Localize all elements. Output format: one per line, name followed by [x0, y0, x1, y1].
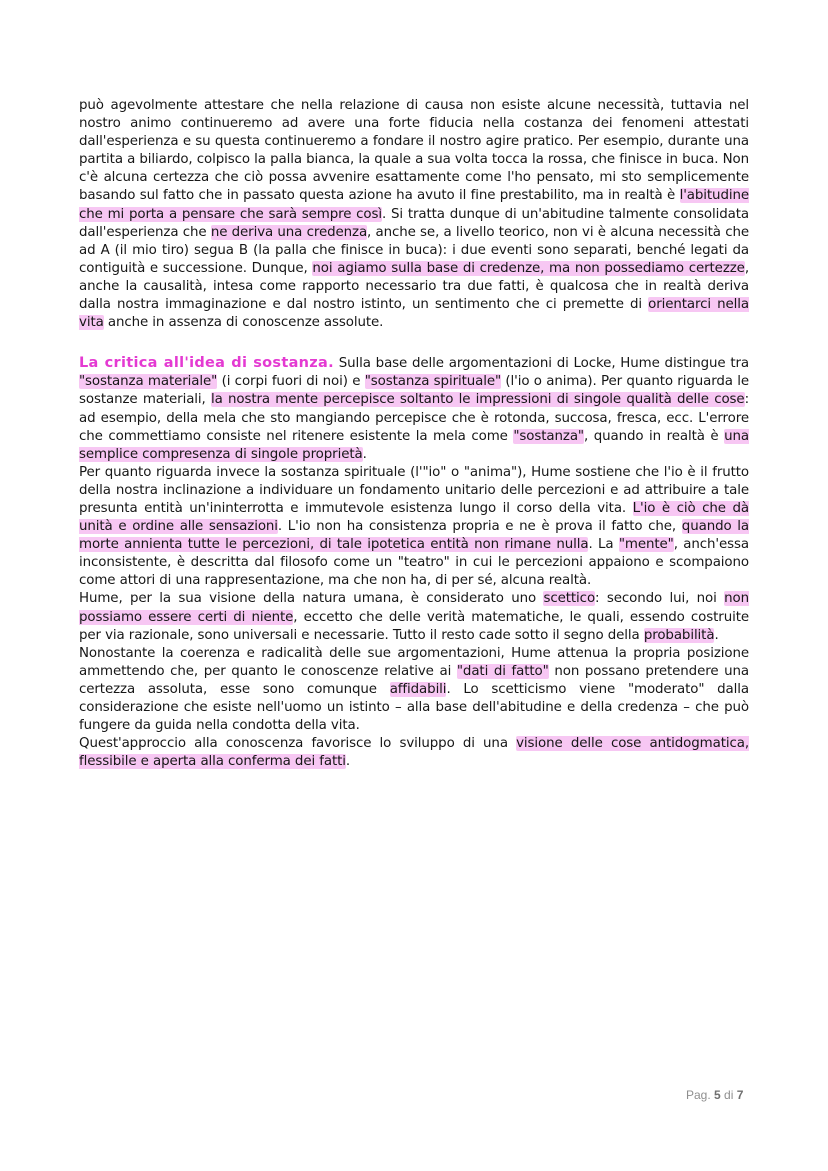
total-pages: 7	[736, 1088, 744, 1102]
highlight: una semplice compresenza di singole proprietà	[79, 428, 749, 462]
highlight: ne deriva una credenza	[210, 224, 368, 240]
highlight: scettico	[543, 591, 596, 607]
highlight: orientarci nella vita	[79, 297, 749, 331]
paragraph-substance	[79, 354, 749, 464]
highlight: non possiamo essere certi di niente	[79, 591, 750, 625]
current-page: 5	[714, 1088, 721, 1102]
paragraph-moderate-skepticism	[79, 645, 749, 735]
text-segment: (i corpi fuori di noi) e	[217, 374, 365, 390]
text-segment: , quando in realtà è	[584, 428, 725, 444]
text-segment: Quest'approccio alla conoscenza favorisce lo sviluppo di una	[79, 736, 517, 752]
highlight: la nostra mente percepisce soltanto le impressioni di singole qualità delle cose	[210, 392, 745, 408]
text-segment: non possano pretendere una certezza assoluta, esse sono comunque	[79, 663, 750, 697]
section-title: La critica all'idea di sostanza.	[79, 355, 334, 372]
text-segment: Nonostante la coerenza e radicalità delle sue argomentazioni, Hume attenua la propria posizione ammettendo che, per quanto le conoscenze relative ai	[79, 645, 749, 679]
highlight: quando la morte annienta tutte le percezioni, di tale ipotetica entità non rimane nulla	[79, 519, 749, 553]
text-segment: (l'io o anima). Per quanto riguarda le sostanze materiali,	[79, 374, 750, 408]
paragraph-conclusion	[79, 735, 749, 771]
text-segment: , anche la causalità, intesa come rapporto necessario tra due fatti, è qualcosa che in realtà deriva dalla nostra immaginazione e dal nostro istinto, un sentimento che ci premette di	[79, 260, 749, 313]
highlight: "mente"	[618, 537, 674, 553]
text-segment: , anch'essa inconsistente, è descritta dal filosofo come un "teatro" in cui le percezioni appaiono e scompaiono come attori di una rappresentazione, ma che non ha, di per sé, alcuna realtà.	[79, 537, 750, 589]
paragraph-gap	[79, 332, 749, 354]
paragraph-spiritual-substance	[79, 464, 749, 591]
highlight: probabilità	[643, 627, 715, 643]
text-segment: , eccetto che delle verità matematiche, le quali, essendo costruite per via razionale, sono universali e necessarie. Tutto il resto cade sotto il segno della	[79, 609, 749, 643]
text-segment: : secondo lui, noi	[595, 591, 725, 607]
text-segment: Per quanto riguarda invece la sostanza spirituale (l'"io" o "anima"), Hume sostiene che l'io è il frutto della nostra inclinazione a individuare un fondamento unitario delle percezioni e ad attribuire a tale presunta entità un'ininterrotta e immutevole esistenza lungo il corso della vita.	[79, 464, 749, 516]
text-segment: . L'io non ha consistenza propria e ne è prova il fatto che,	[277, 519, 682, 535]
text-segment: anche in assenza di conoscenze assolute.	[103, 315, 384, 331]
text-segment: .	[362, 446, 367, 462]
text-segment: . La	[588, 537, 619, 553]
highlight: l'abitudine che mi porta a pensare che sarà sempre così	[79, 188, 749, 222]
page-prefix: Pag.	[686, 1088, 715, 1102]
page-number	[686, 1088, 743, 1102]
page-separator: di	[720, 1088, 737, 1102]
text-segment: Hume, per la sua visione della natura umana, è considerato uno	[79, 591, 544, 607]
highlight: "sostanza materiale"	[79, 374, 218, 390]
highlight: L'io è ciò che dà unità e ordine alle sensazioni	[79, 500, 750, 535]
highlight: visione delle cose antidogmatica, flessibile e aperta alla conferma dei fatti	[79, 736, 749, 770]
text-segment: .	[714, 627, 719, 643]
highlight: "sostanza"	[513, 428, 584, 444]
text-segment: . Si tratta dunque di un'abitudine talmente consolidata dall'esperienza che	[79, 206, 750, 240]
page-body	[79, 97, 749, 771]
highlight: affidabili	[389, 681, 447, 697]
paragraph-skepticism	[79, 590, 749, 644]
text-segment: : ad esempio, della mela che sto mangiando percepisce che è rotonda, succosa, fresca, ecc. L'errore che commettiamo consiste nel ritenere esistente la mela come	[79, 392, 749, 444]
highlight: "sostanza spirituale"	[364, 374, 502, 390]
text-segment: può agevolmente attestare che nella relazione di causa non esiste alcune necessità, tuttavia nel nostro animo continueremo ad avere una forte fiducia nella costanza dei fenomeni attestati dall'esperienza e su questa continueremo a fondare il nostro agire pratico. Per esempio, durante una partita a biliardo, colpisco la palla bianca, la quale a sua volta tocca la rossa, che finisce in buca. Non c'è alcuna certezza che ciò possa avvenire esattamente come l'ho pensato, mi sto semplicemente basando sul fatto che in passato questa azione ha avuto il fine prestabilito, ma in realtà è	[79, 98, 749, 204]
text-segment: Sulla base delle argomentazioni di Locke, Hume distingue tra	[333, 356, 749, 372]
highlight: noi agiamo sulla base di credenze, ma non possediamo certezze	[312, 260, 745, 276]
text-segment: , anche se, a livello teorico, non vi è alcuna necessità che ad A (il mio tiro) segua B (la palla che finisce in buca): i due eventi sono separati, benché legati da contiguità e successione. Dunque,	[79, 224, 749, 276]
text-segment: .	[345, 754, 351, 770]
text-segment: . Lo scetticismo viene "moderato" dalla considerazione che esiste nell'uomo un istinto – alla base dell'abitudine e della credenza – che può fungere da guida nella condotta della vita.	[79, 681, 749, 734]
paragraph-causality	[79, 97, 749, 332]
highlight: "dati di fatto"	[456, 663, 549, 679]
